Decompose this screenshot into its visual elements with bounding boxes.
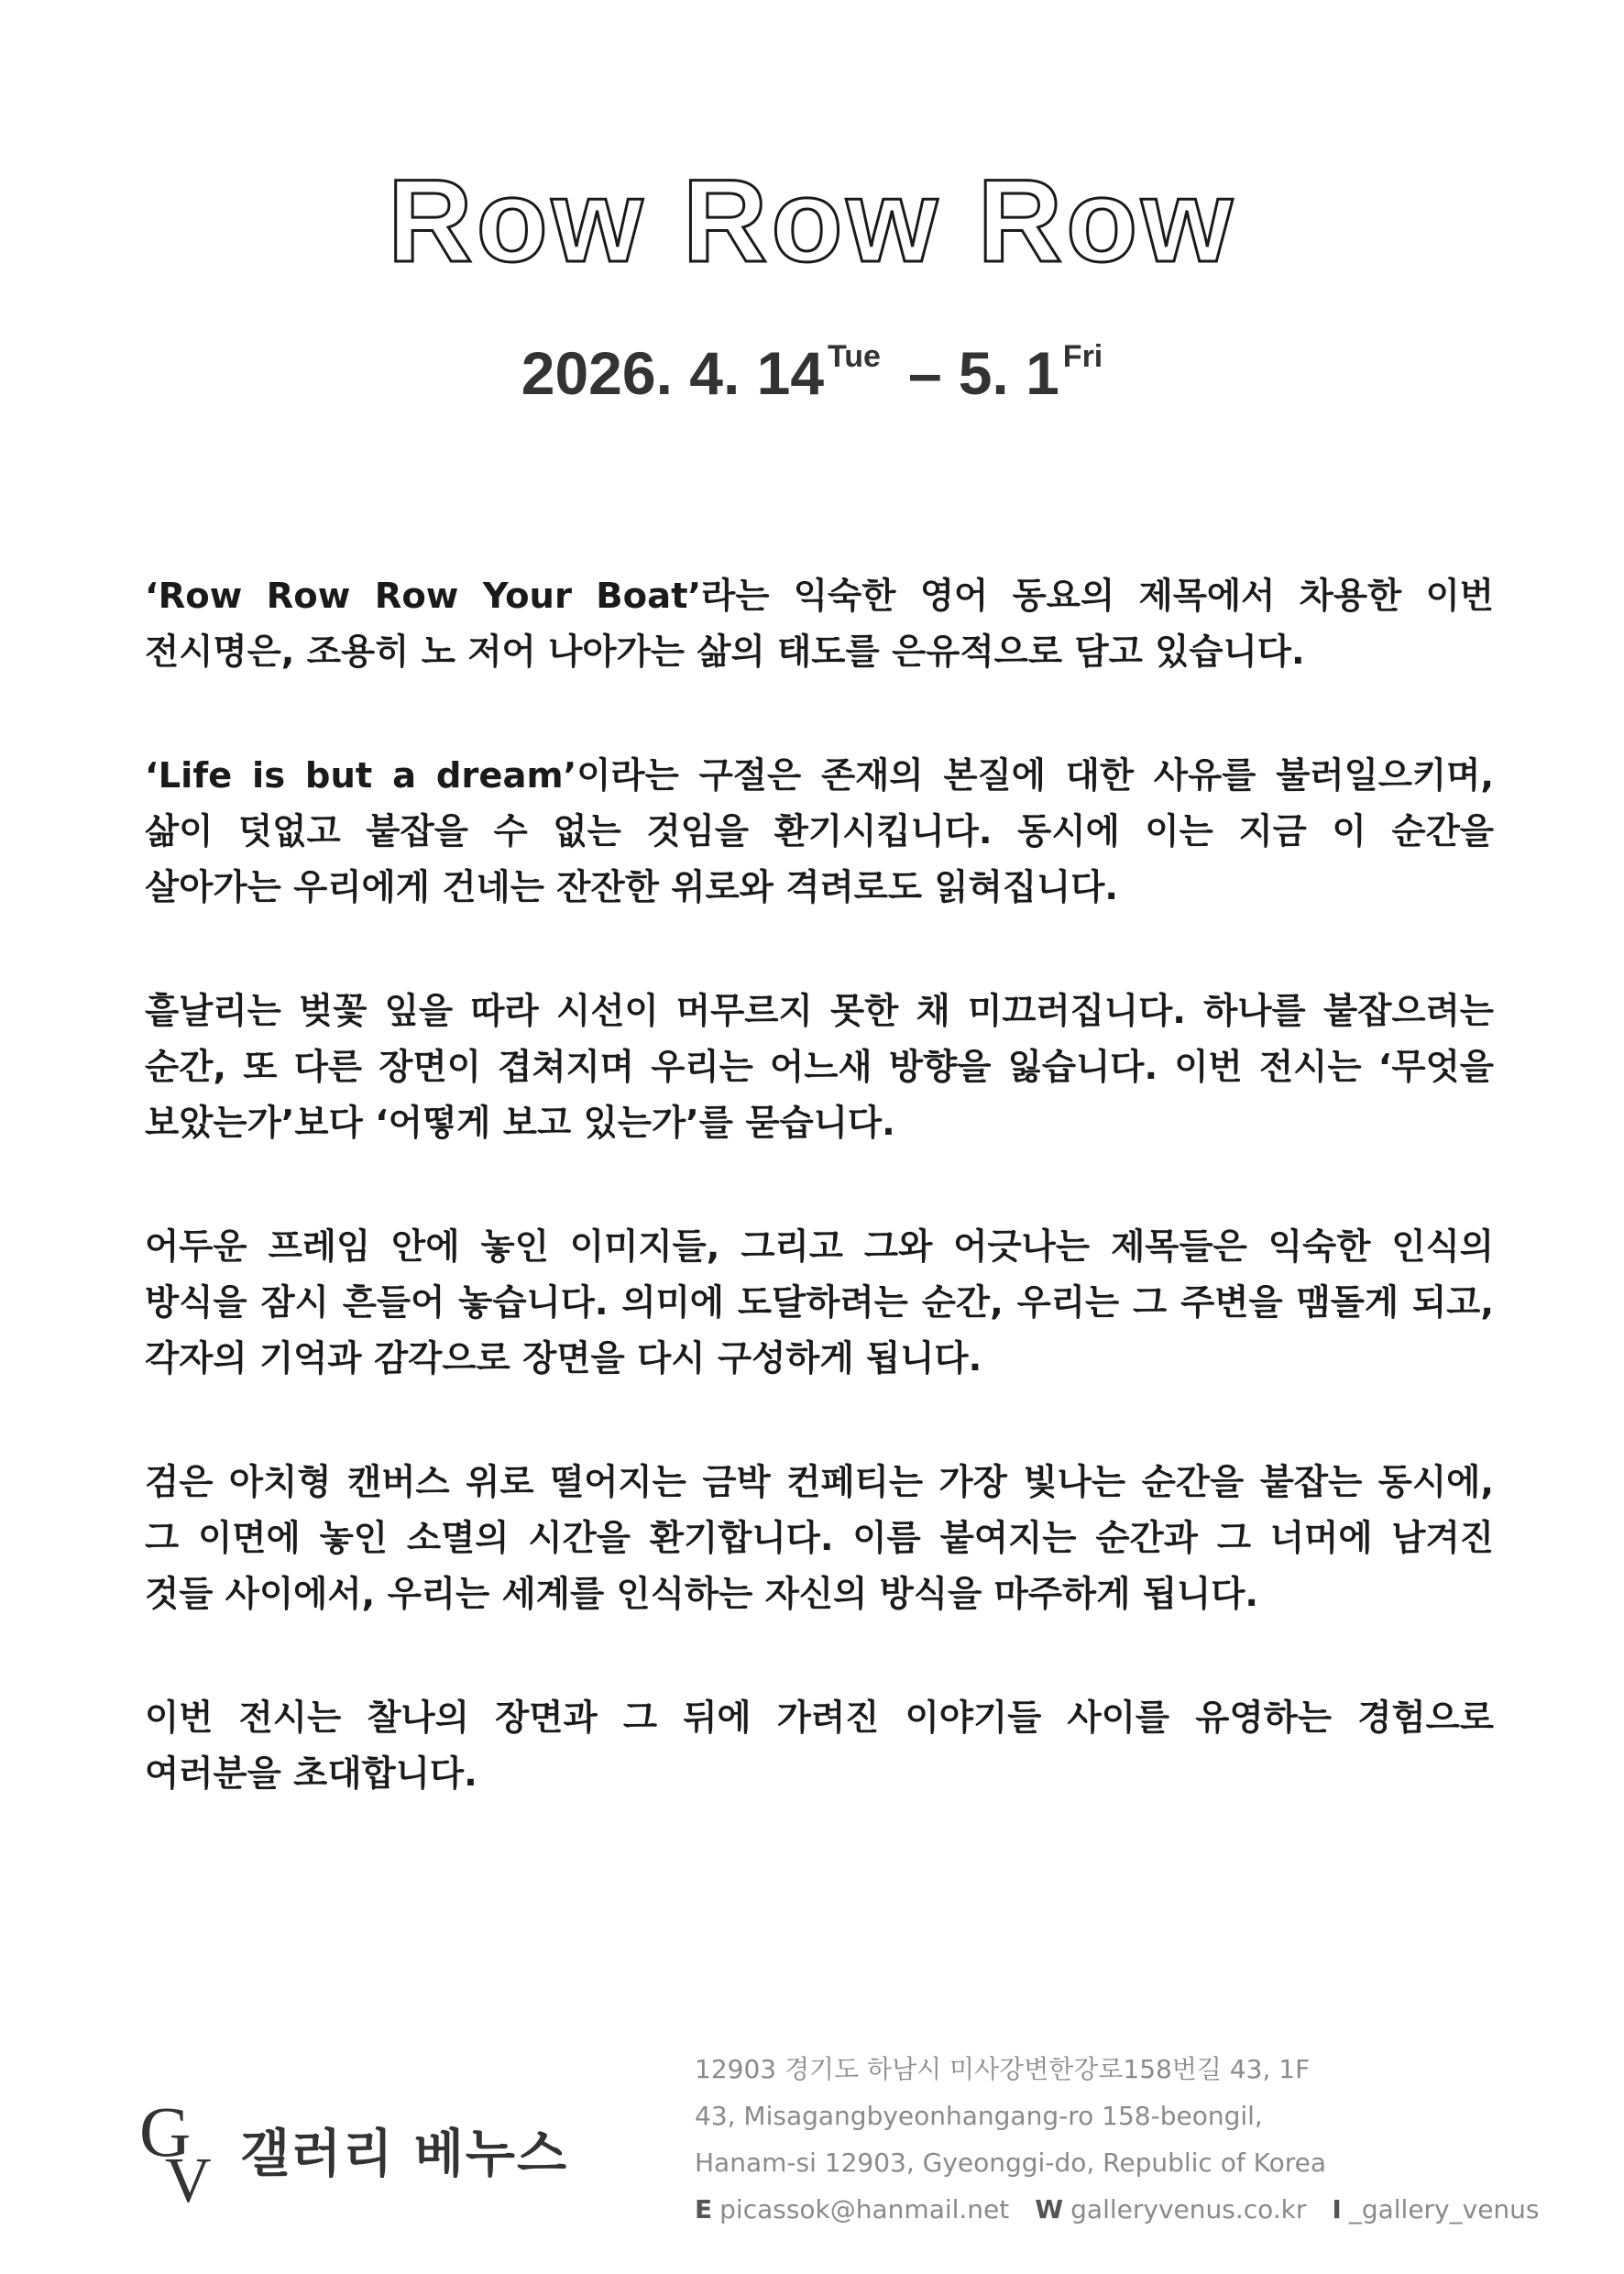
paragraph-2: ‘Life is but a dream’이라는 구절은 존재의 본질에 대한 사유를 불러일으키며, 삶이 덧없고 붙잡을 수 없는 것임을 환기시킵니다. 동시에 이는 지금 이 순간을 살아가는 우리에게 건네는 잔잔한 위로와 격려로도 읽혀집니다. bbox=[145, 755, 1494, 908]
exhibition-dates bbox=[0, 339, 1624, 407]
address-korean: 12903 경기도 하남시 미사강변한강로158번길 43, 1F bbox=[695, 2054, 1311, 2084]
paragraph-4: 어두운 프레임 안에 놓인 이미지들, 그리고 그와 어긋나는 제목들은 익숙한 인식의 방식을 잠시 흔들어 놓습니다. 의미에 도달하려는 순간, 우리는 그 주변을 맴돌게 되고, 각자의 기억과 감각으로 장면을 다시 구성하게 됩니다. bbox=[145, 1226, 1494, 1379]
svg-text:G: G bbox=[139, 2092, 192, 2171]
paragraph-6: 이번 전시는 찰나의 장면과 그 뒤에 가려진 이야기들 사이를 유영하는 경험으로 여러분을 초대합니다. bbox=[145, 1697, 1494, 1795]
email-label: E bbox=[695, 2194, 713, 2225]
start-date: 2026. 4. 14 bbox=[521, 339, 825, 407]
paragraph-3: 흩날리는 벚꽃 잎을 따라 시선이 머무르지 못한 채 미끄러집니다. 하나를 붙잡으려는 순간, 또 다른 장면이 겹쳐지며 우리는 어느새 방향을 잃습니다. 이번 전시는 ‘무엇을 보았는가’보다 ‘어떻게 보고 있는가’를 묻습니다. bbox=[145, 991, 1494, 1144]
paragraph-1: ‘Row Row Row Your Boat’라는 익숙한 영어 동요의 제목에서 차용한 이번 전시명은, 조용히 노 저어 나아가는 삶의 태도를 은유적으로 담고 있습니다. bbox=[145, 576, 1494, 673]
contact-info bbox=[695, 2046, 1540, 2233]
address-english-line-2: Hanam-si 12903, Gyeonggi-do, Republic of Korea bbox=[695, 2148, 1326, 2178]
end-day: Fri bbox=[1062, 339, 1103, 374]
gallery-name: 갤러리 베누스 bbox=[240, 2125, 569, 2184]
web-label: W bbox=[1035, 2194, 1064, 2225]
svg-text:V: V bbox=[165, 2146, 212, 2207]
exhibition-title: Row Row Row bbox=[388, 156, 1236, 287]
exhibition-description bbox=[145, 568, 1494, 1870]
email-link[interactable]: picassok@hanmail.net bbox=[719, 2194, 1010, 2225]
start-day: Tue bbox=[828, 339, 881, 374]
gv-logo-mark bbox=[137, 2088, 229, 2207]
contact-links bbox=[695, 2186, 1540, 2233]
gallery-logo bbox=[137, 2088, 569, 2207]
instagram-link[interactable]: _gallery_venus bbox=[1348, 2194, 1540, 2225]
address-english-line-1: 43, Misagangbyeonhangang-ro 158-beongil, bbox=[695, 2101, 1263, 2131]
paragraph-5: 검은 아치형 캔버스 위로 떨어지는 금박 컨페티는 가장 빛나는 순간을 붙잡는 동시에, 그 이면에 놓인 소멸의 시간을 환기합니다. 이름 붙여지는 순간과 그 너머에 남겨진 것들 사이에서, 우리는 세계를 인식하는 자신의 방식을 마주하게 됩니다. bbox=[145, 1462, 1494, 1615]
instagram-label: I bbox=[1332, 2194, 1342, 2225]
end-date: 5. 1 bbox=[958, 339, 1059, 407]
website-link[interactable]: galleryvenus.co.kr bbox=[1070, 2194, 1307, 2225]
date-dash: – bbox=[907, 339, 942, 407]
